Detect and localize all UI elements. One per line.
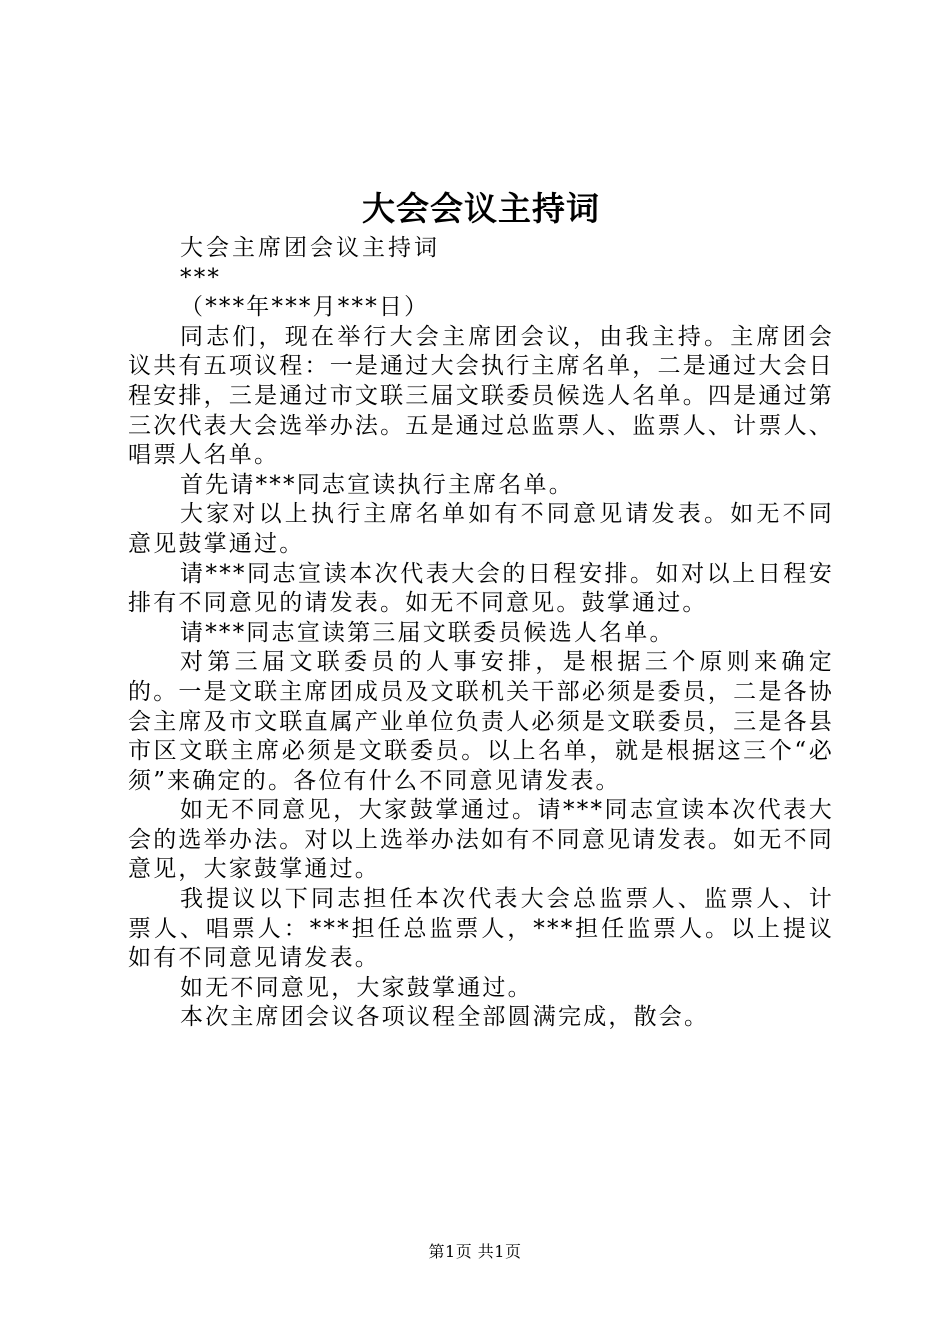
body-paragraph: 同志们，现在举行大会主席团会议，由我主持。主席团会议共有五项议程：一是通过大会执行主席名单，二是通过大会日程安排，三是通过市文联三届文联委员候选人名单。四是通过第三次代表大会选举办法。五是通过总监票人、监票人、计票人、唱票人名单。	[128, 323, 834, 469]
body-paragraph: 首先请***同志宣读执行主席名单。	[180, 471, 574, 498]
document-body	[128, 234, 834, 1033]
author-paragraph: ***	[180, 264, 222, 291]
body-paragraph: 对第三届文联委员的人事安排，是根据三个原则来确定的。一是文联主席团成员及文联机关干部必须是委员，二是各协会主席及市文联直属产业单位负责人必须是文联委员，三是各县市区文联主席必须是文联委员。以上名单，就是根据这三个“必须”来确定的。各位有什么不同意见请发表。	[128, 649, 834, 794]
body-paragraph: 请***同志宣读本次代表大会的日程安排。如对以上日程安排有不同意见的请发表。如无不同意见。鼓掌通过。	[128, 560, 834, 617]
body-paragraph: 本次主席团会议各项议程全部圆满完成，散会。	[180, 1004, 710, 1031]
body-paragraph: 如无不同意见，大家鼓掌通过。	[180, 974, 533, 1001]
body-paragraph: 如无不同意见，大家鼓掌通过。请***同志宣读本次代表大会的选举办法。对以上选举办法如有不同意见请发表。如无不同意见，大家鼓掌通过。	[128, 797, 834, 883]
body-paragraph: 大家对以上执行主席名单如有不同意见请发表。如无不同意见鼓掌通过。	[128, 501, 834, 557]
body-paragraph: 请***同志宣读第三届文联委员候选人名单。	[180, 619, 675, 646]
document-title: 大会会议主持词	[362, 189, 600, 228]
date-paragraph: （***年***月***日）	[180, 294, 430, 321]
page-number-footer: 第1页 共1页	[428, 1242, 522, 1261]
subtitle-paragraph: 大会主席团会议主持词	[180, 235, 440, 261]
document-page	[128, 0, 834, 1344]
body-paragraph: 我提议以下同志担任本次代表大会总监票人、监票人、计票人、唱票人：***担任总监票人，***担任监票人。以上提议如有不同意见请发表。	[128, 886, 834, 972]
